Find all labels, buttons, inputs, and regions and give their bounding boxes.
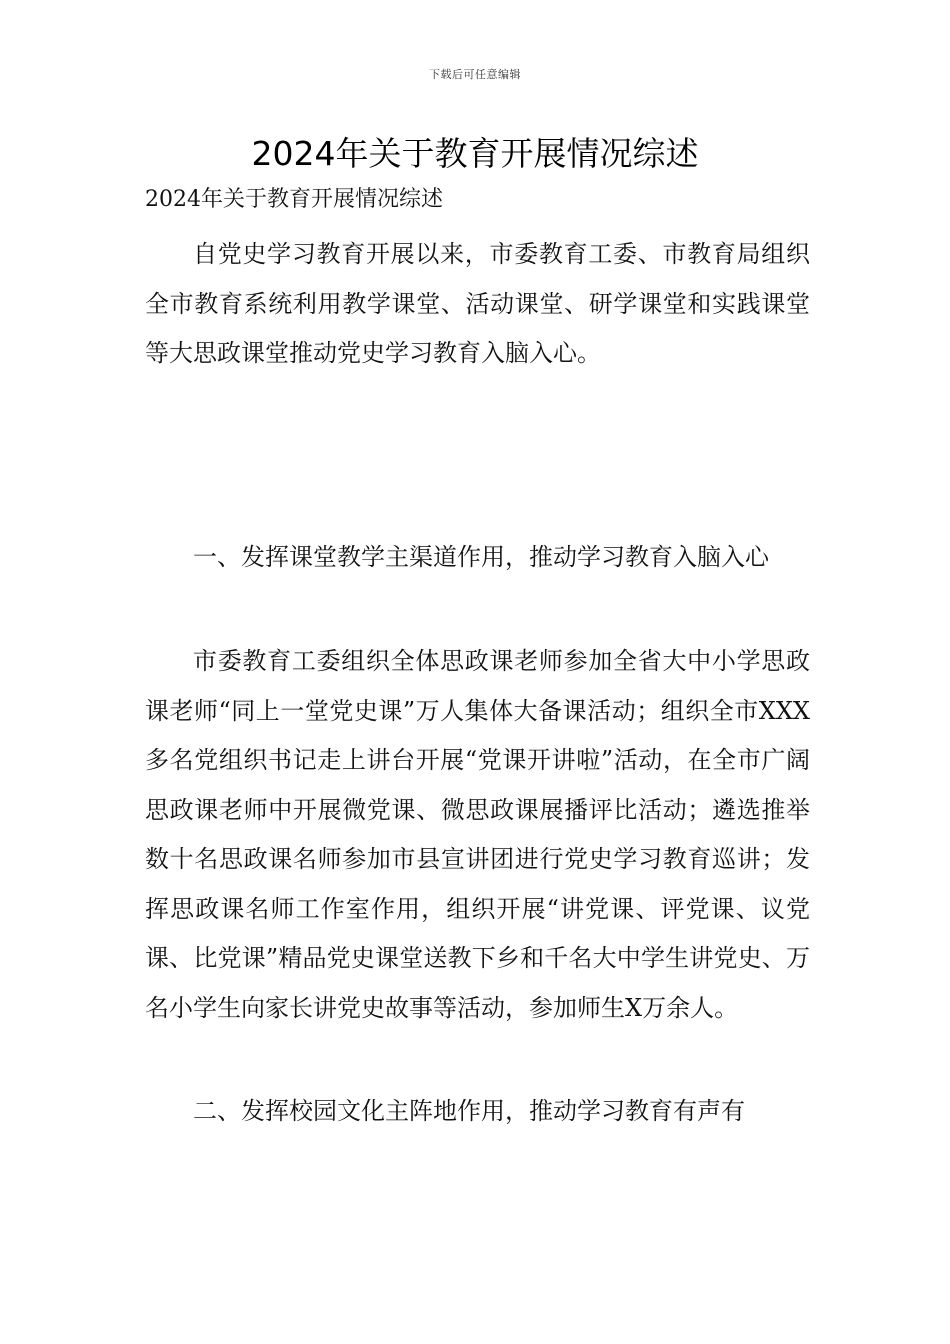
page-title: 2024年关于教育开展情况综述	[251, 134, 699, 173]
section-body-1: 市委教育工委组织全体思政课老师参加全省大中小学思政课老师“同上一堂党史课”万人集体大备课活动；组织全市XXX多名党组织书记走上讲台开展“党课开讲啦”活动，在全市广阔思政课老师中开展微党课、微思政课展播评比活动；遴选推举数十名思政课名师参加市县宣讲团进行党史学习教育巡讲；发挥思政课名师工作室作用，组织开展“讲党课、评党课、议党课、比党课”精品党史课堂送教下乡和千名大中学生讲党史、万名小学生向家长讲党史故事等活动，参加师生X万余人。	[145, 647, 810, 1022]
document-body	[145, 182, 810, 1137]
section-heading-1: 一、发挥课堂教学主渠道作用，推动学习教育入脑入心	[193, 542, 769, 571]
header-note: 下载后可任意编辑	[429, 68, 521, 81]
intro-paragraph: 自党史学习教育开展以来，市委教育工委、市教育局组织全市教育系统利用教学课堂、活动课堂、研学课堂和实践课堂等大思政课堂推动党史学习教育入脑入心。	[145, 240, 810, 367]
section-heading-2: 二、发挥校园文化主阵地作用，推动学习教育有声有	[193, 1097, 745, 1125]
document-subtitle: 2024年关于教育开展情况综述	[145, 187, 443, 212]
